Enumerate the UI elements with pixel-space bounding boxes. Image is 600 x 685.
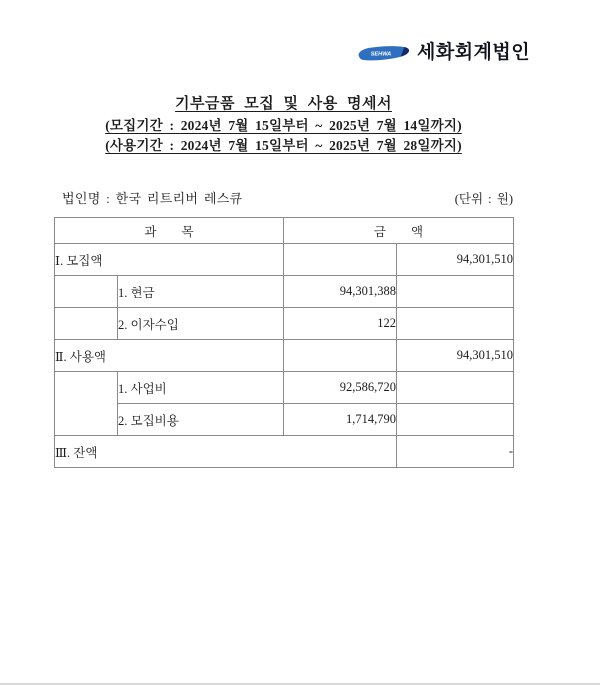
table-row (55, 308, 514, 340)
row-label: 1. 현금 (118, 276, 284, 308)
empty-cell (55, 308, 118, 340)
empty-cell (55, 372, 118, 436)
company-name: 세화회계법인 (417, 42, 531, 63)
row-label: 2. 모집비용 (118, 404, 284, 436)
row-detail-amount: 92,586,720 (284, 372, 397, 404)
row-total-amount: 94,301,510 (397, 244, 514, 276)
svg-text:SEHWA: SEHWA (370, 51, 392, 58)
use-period-line: (사용기간 : 2024년 7월 15일부터 ~ 2025년 7월 28일까지) (105, 138, 462, 153)
table-row (55, 276, 514, 308)
row-detail-amount (284, 244, 397, 276)
row-total-amount (397, 308, 514, 340)
table-row (55, 372, 514, 404)
table-row (55, 436, 514, 468)
document-title: 기부금품 모집 및 사용 명세서 (175, 96, 392, 112)
sehwa-swoosh-icon (356, 45, 412, 61)
company-logo (356, 43, 530, 62)
statement-table (54, 217, 514, 468)
unit-note: (단위 : 원) (454, 192, 513, 206)
entity-row (54, 188, 513, 207)
row-total-amount (397, 372, 514, 404)
row-label: Ⅲ. 잔액 (55, 436, 397, 468)
row-total-amount (397, 276, 514, 308)
table-row (55, 404, 514, 436)
row-label: Ⅱ. 사용액 (55, 340, 284, 372)
table-row (55, 244, 514, 276)
collection-period-line: (모집기간 : 2024년 7월 15일부터 ~ 2025년 7월 14일까지) (105, 118, 462, 133)
row-detail-amount: 122 (284, 308, 397, 340)
entity-name: 법인명 : 한국 리트리버 레스큐 (62, 191, 243, 206)
empty-cell (55, 276, 118, 308)
row-total-amount: 94,301,510 (397, 340, 514, 372)
row-total-amount: - (397, 436, 514, 468)
row-label: 1. 사업비 (118, 372, 284, 404)
heading-block (54, 92, 513, 156)
header-category: 과 목 (55, 218, 284, 244)
table-header-row (55, 218, 514, 244)
table-row (55, 340, 514, 372)
row-detail-amount: 1,714,790 (284, 404, 397, 436)
header-amount: 금 액 (284, 218, 514, 244)
row-detail-amount: 94,301,388 (284, 276, 397, 308)
row-detail-amount (284, 340, 397, 372)
row-label: Ⅰ. 모집액 (55, 244, 284, 276)
row-label: 2. 이자수입 (118, 308, 284, 340)
row-total-amount (397, 404, 514, 436)
